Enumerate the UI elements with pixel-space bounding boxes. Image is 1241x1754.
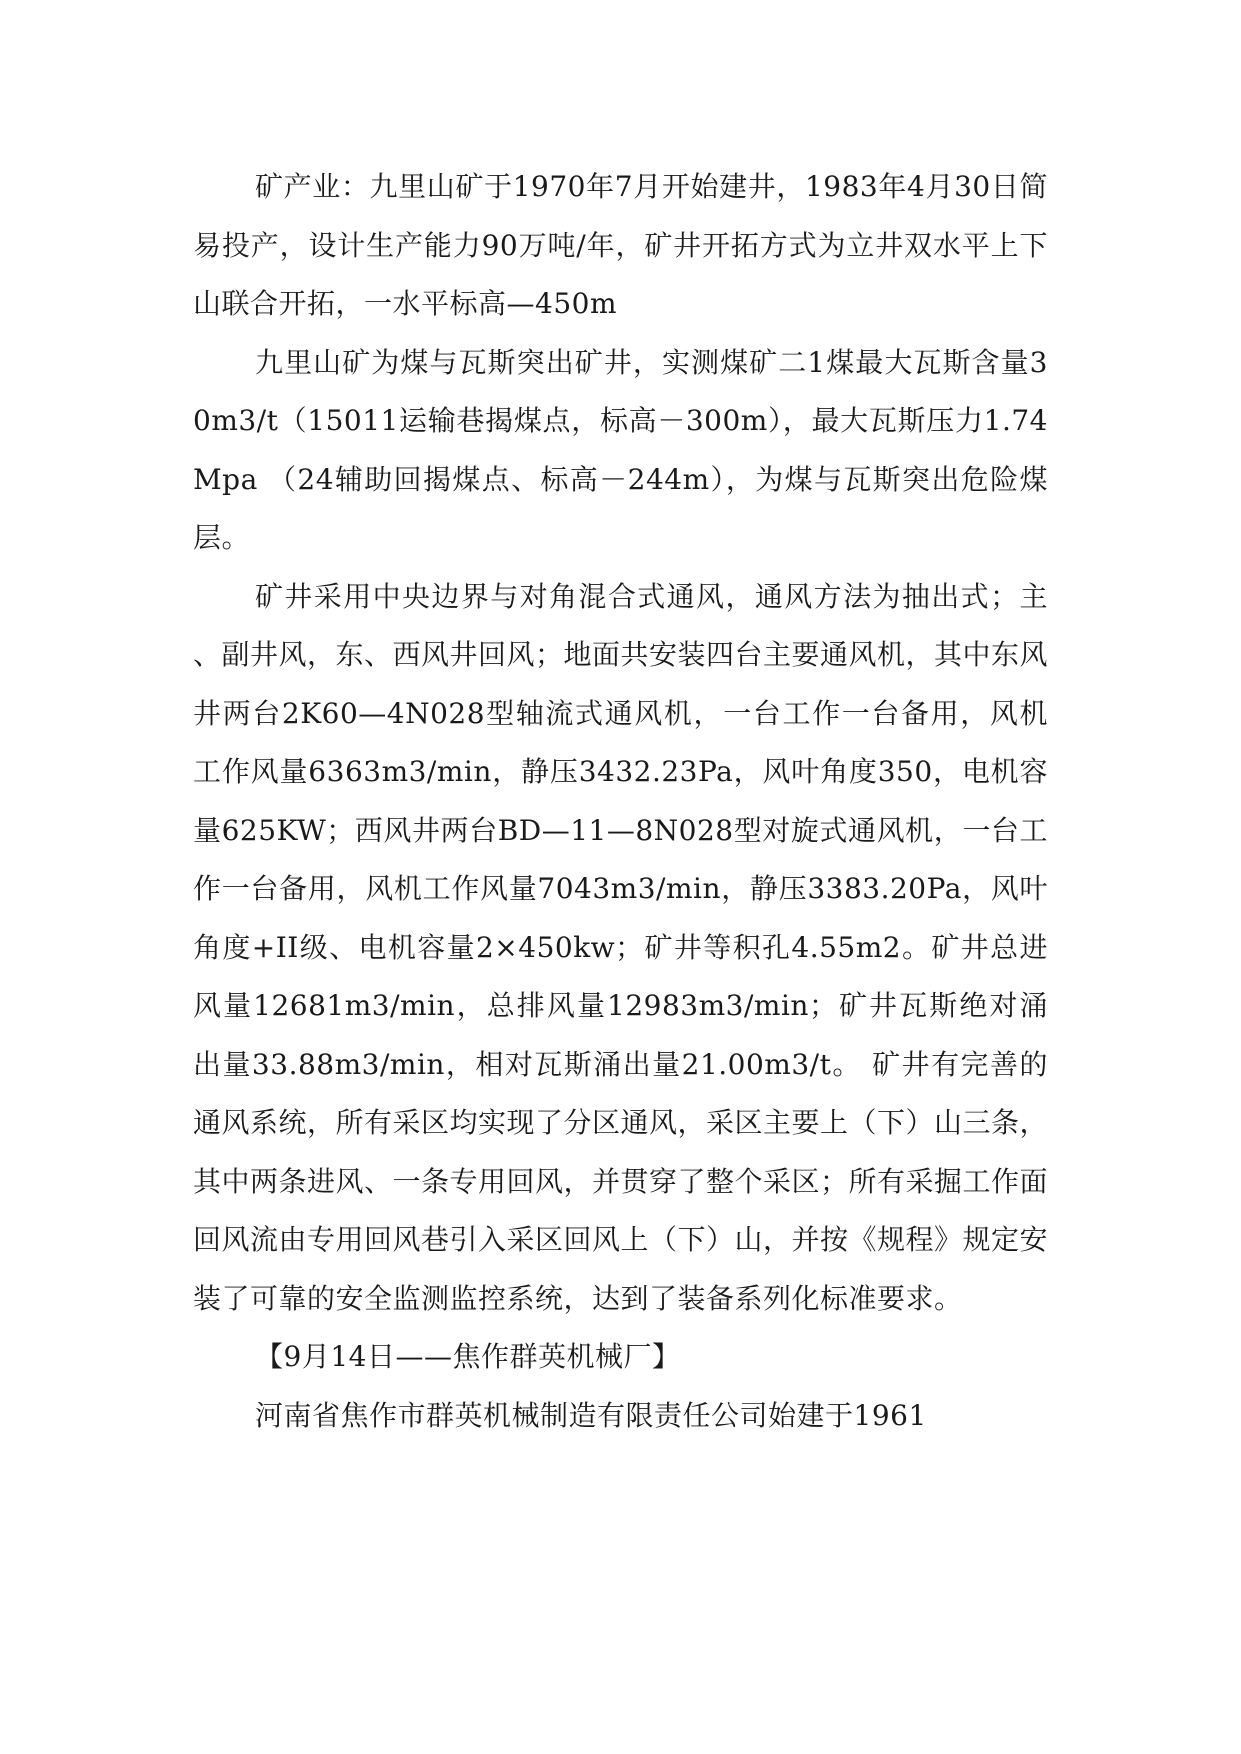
paragraph-gas-outburst: 九里山矿为煤与瓦斯突出矿井，实测煤矿二1煤最大瓦斯含量30m3/t（15011运输巷揭煤点，标高－300m），最大瓦斯压力1.74Mpa （24辅助回揭煤点、标高－244m），为煤与瓦斯突出危险煤层。 [193, 345, 1048, 554]
paragraph-company-intro: 河南省焦作市群英机械制造有限责任公司始建于1961 [255, 1398, 927, 1432]
section-heading: 【9月14日——焦作群英机械厂】 [255, 1340, 681, 1373]
paragraph-ventilation-system: 矿井采用中央边界与对角混合式通风，通风方法为抽出式；主、副井风，东、西风井回风；地面共安装四台主要通风机，其中东风井两台2K60—4N028型轴流式通风机，一台工作一台备用，风机工作风量6363m3/min，静压3432.23Pa，风叶角度350，电机容量625KW；西风井两台BD—11—8N028型对旋式通风机，一台工作一台备用，风机工作风量7043m3/min，静压3383.20Pa，风叶角度+II级、电机容量2×450kw；矿井等积孔4.55m2。矿井总进风量12681m3/min，总排风量12983m3/min；矿井瓦斯绝对涌出量33.88m3/min，相对瓦斯涌出量21.00m3/t。 矿井有完善的通风系统，所有采区均实现了分区通风，采区主要上（下）山三条，其中两条进风、一条专用回风，并贯穿了整个采区；所有采掘工作面回风流由专用回风巷引入采区回风上（下）山，并按《规程》规定安装了可靠的安全监测监控系统，达到了装备系列化标准要求。 [193, 579, 1049, 1315]
document-body [193, 158, 1048, 1445]
paragraph-mining-industry: 矿产业：九里山矿于1970年7月开始建井，1983年4月30日简易投产，设计生产能力90万吨/年，矿井开拓方式为立井双水平上下山联合开拓，一水平标高—450m [193, 170, 1048, 320]
